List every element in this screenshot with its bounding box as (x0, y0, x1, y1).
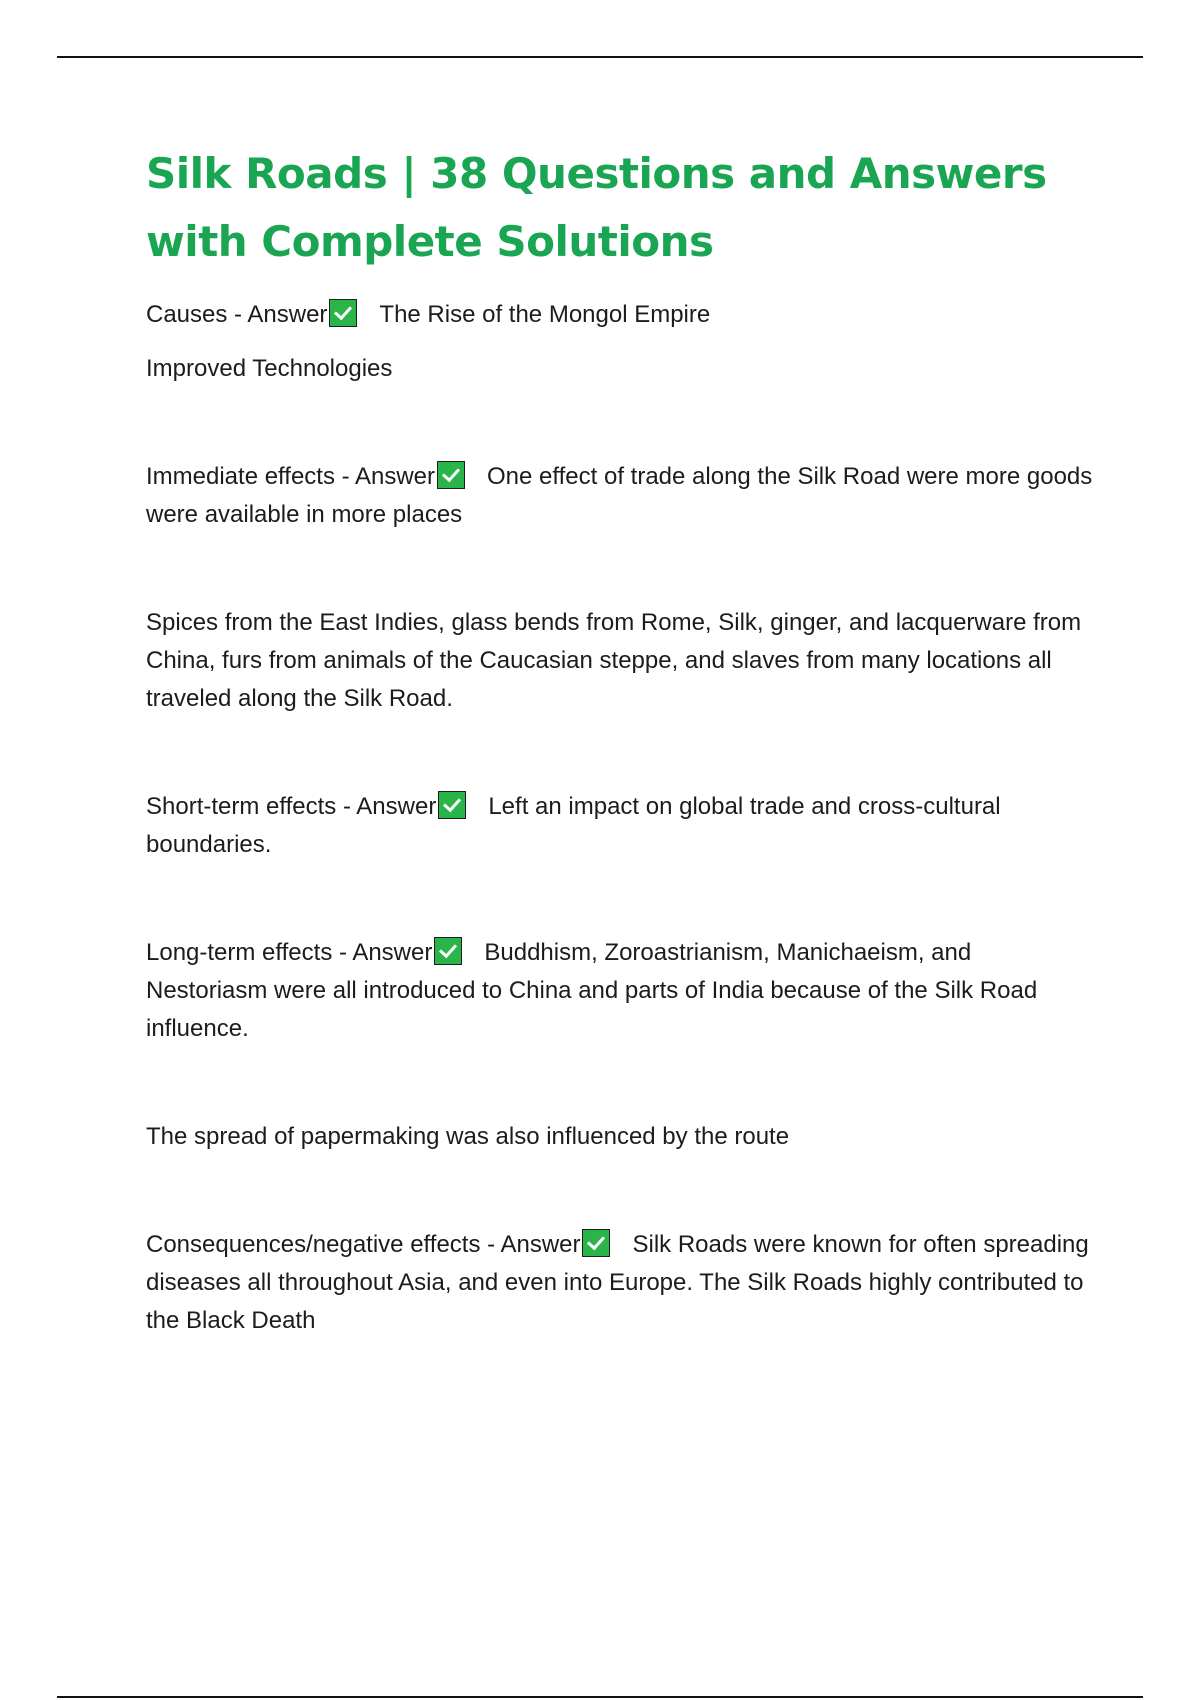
qa-short-term-effects (146, 788, 1096, 864)
qa-causes (146, 296, 1096, 334)
qa-immediate-effects (146, 458, 1096, 534)
answer-text: Buddhism, Zoroastrianism, Manichaeism, and Nestoriasm were all introduced to China and parts of India because of the Silk Road influence. (146, 939, 1038, 1042)
answer-text: One effect of trade along the Silk Road were more goods were available in more places (146, 463, 1093, 528)
document-body (146, 140, 1096, 1340)
text-paragraph: The spread of papermaking was also influenced by the route (146, 1123, 790, 1150)
text-paragraph: Improved Technologies (146, 355, 393, 382)
question-label: Consequences/negative effects - Answer (146, 1231, 581, 1258)
question-label: Short-term effects - Answer (146, 793, 437, 820)
qa-consequences (146, 1226, 1096, 1340)
answer-text: Left an impact on global trade and cross-cultural boundaries. (146, 793, 1001, 858)
document-title: Silk Roads | 38 Questions and Answers with Complete Solutions (146, 149, 1047, 266)
answer-text: Silk Roads were known for often spreading diseases all throughout Asia, and even into Europe. The Silk Roads highly contributed to the Black Death (146, 1231, 1089, 1334)
question-label: Causes - Answer (146, 301, 328, 328)
qa-long-term-effects (146, 934, 1096, 1048)
top-rule (57, 56, 1143, 58)
check-mark-icon (438, 791, 466, 819)
question-label: Long-term effects - Answer (146, 939, 433, 966)
check-mark-icon (582, 1229, 610, 1257)
bottom-rule (57, 1696, 1143, 1698)
text-paragraph: Spices from the East Indies, glass bends from Rome, Silk, ginger, and lacquerware from China, furs from animals of the Caucasian steppe, and slaves from many locations all traveled along the Silk Road. (146, 609, 1082, 712)
answer-text: The Rise of the Mongol Empire (379, 301, 711, 328)
check-mark-icon (329, 299, 357, 327)
check-mark-icon (437, 461, 465, 489)
question-label: Immediate effects - Answer (146, 463, 436, 490)
check-mark-icon (434, 937, 462, 965)
